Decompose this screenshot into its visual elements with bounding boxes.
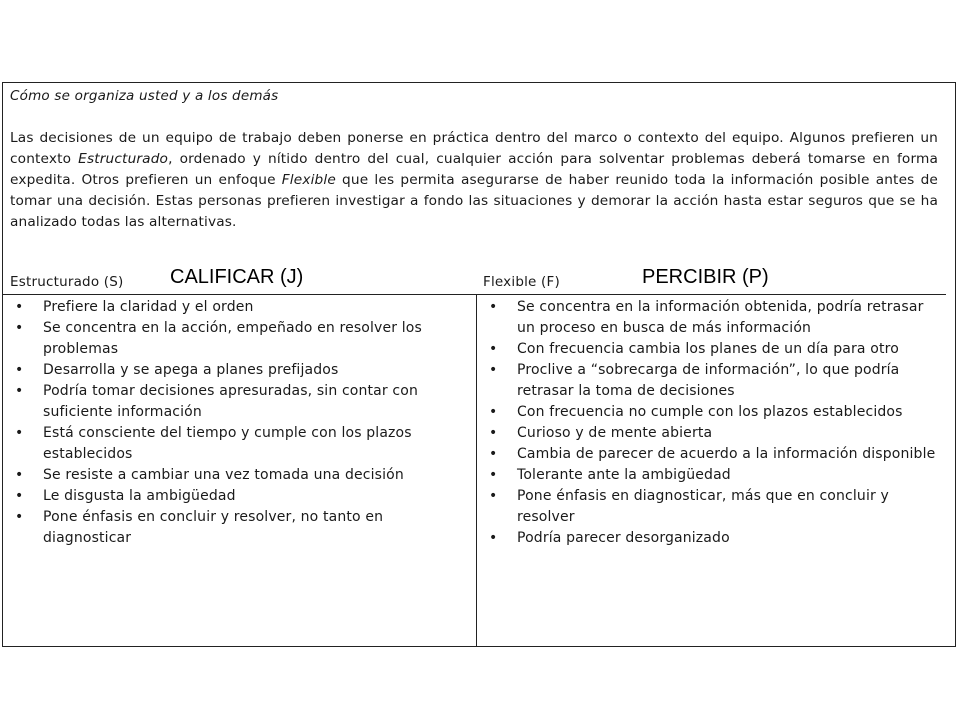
list-item: • Pone énfasis en concluir y resolver, no tanto en diagnosticar xyxy=(9,507,454,549)
intro-emphasis-flexible: Flexible xyxy=(281,172,336,188)
list-item: • Está consciente del tiempo y cumple con los plazos establecidos xyxy=(9,423,454,465)
intro-text-1: Las decisiones de un equipo de trabajo deben ponerse en práctica dentro del marco o contexto del equipo. Algunos prefieren un contexto xyxy=(10,130,938,167)
intro-text-2: , ordenado y nítido dentro del cual, cualquier acción para solventar problemas deberá tomarse en forma expedita. Otros prefieren un enfoque xyxy=(10,151,938,188)
right-column-header: Flexible (F) xyxy=(483,274,560,290)
left-column-header: Estructurado (S) xyxy=(10,274,124,290)
column-divider xyxy=(476,294,477,647)
list-item: • Se concentra en la acción, empeñado en resolver los problemas xyxy=(9,318,454,360)
list-item: • Proclive a “sobrecarga de información”, lo que podría retrasar la toma de decisiones xyxy=(483,360,938,402)
list-item: • Curioso y de mente abierta xyxy=(483,423,938,444)
intro-emphasis-estructurado: Estructurado xyxy=(78,151,169,167)
list-item: • Se resiste a cambiar una vez tomada una decisión xyxy=(9,465,454,486)
list-item: • Le disgusta la ambigüedad xyxy=(9,486,454,507)
list-item: • Podría parecer desorganizado xyxy=(483,528,938,549)
list-item: • Con frecuencia no cumple con los plazos establecidos xyxy=(483,402,938,423)
list-item: • Podría tomar decisiones apresuradas, sin contar con suficiente información xyxy=(9,381,454,423)
left-trait-list xyxy=(9,297,454,549)
list-item: • Con frecuencia cambia los planes de un día para otro xyxy=(483,339,938,360)
table-header-divider xyxy=(2,294,946,295)
right-trait-list xyxy=(483,297,938,549)
list-item: • Tolerante ante la ambigüedad xyxy=(483,465,938,486)
right-overlay-label: PERCIBIR (P) xyxy=(642,266,769,288)
list-item: • Desarrolla y se apega a planes prefijados xyxy=(9,360,454,381)
list-item: • Se concentra en la información obtenida, podría retrasar un proceso en busca de más información xyxy=(483,297,938,339)
left-overlay-label: CALIFICAR (J) xyxy=(170,266,304,288)
intro-paragraph xyxy=(10,128,938,233)
list-item: • Cambia de parecer de acuerdo a la información disponible xyxy=(483,444,938,465)
intro-text-3: que les permita asegurarse de haber reunido toda la información posible antes de tomar una decisión. Estas personas prefieren investigar a fondo las situaciones y demorar la acción hasta estar seguros que se ha analizado todas las alternativas. xyxy=(10,172,938,230)
list-item: • Prefiere la claridad y el orden xyxy=(9,297,454,318)
list-item: • Pone énfasis en diagnosticar, más que en concluir y resolver xyxy=(483,486,938,528)
section-heading: Cómo se organiza usted y a los demás xyxy=(10,88,279,104)
